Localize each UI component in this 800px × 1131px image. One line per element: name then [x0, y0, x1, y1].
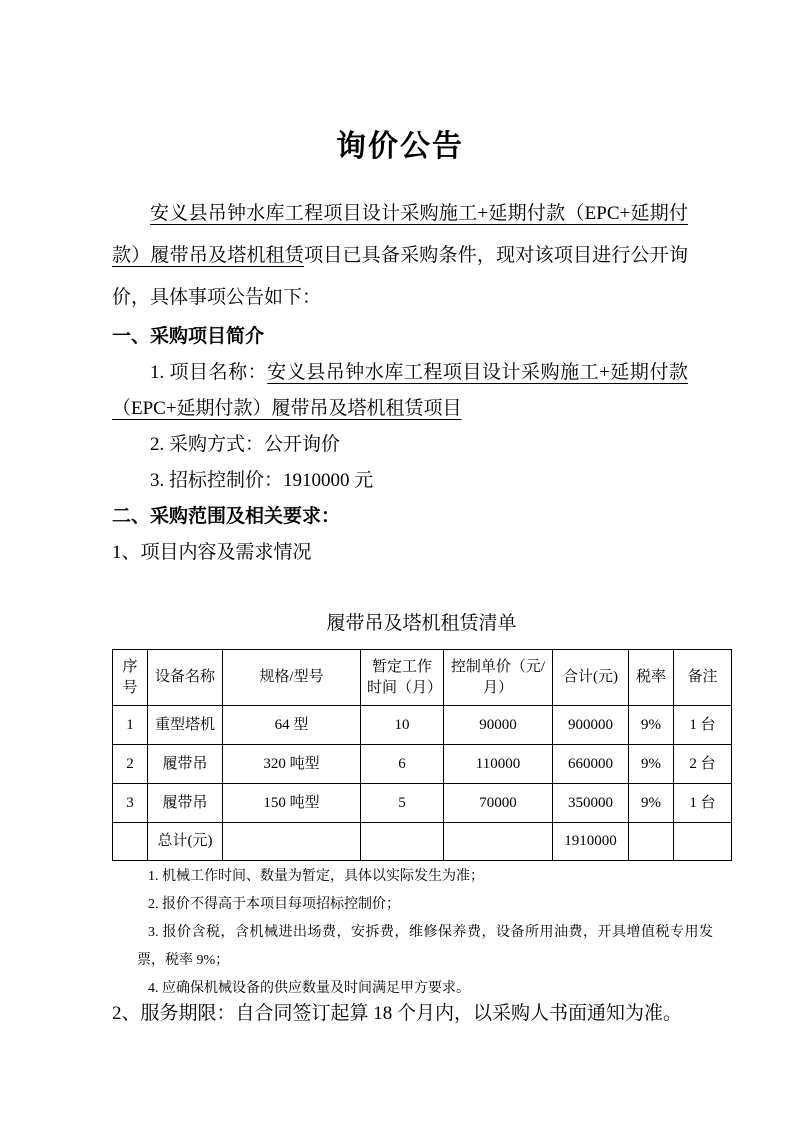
cell-grand-total: 1910000 [553, 823, 629, 861]
cell-spec-model [223, 823, 361, 861]
cell-total-label: 总计(元) [148, 823, 223, 861]
header-work-time: 暂定工作时间（月） [361, 650, 444, 706]
service-period-item: 2、服务期限：自合同签订起算 18 个月内，以采购人书面通知为准。 [112, 1003, 683, 1024]
cell-spec-model: 320 吨型 [223, 745, 361, 784]
cell-spec-model: 64 型 [223, 706, 361, 745]
cell-total: 900000 [553, 706, 629, 745]
header-control-unit-price: 控制单价（元/月） [444, 650, 553, 706]
cell-remark [674, 823, 732, 861]
header-serial-no: 序号 [113, 650, 148, 706]
header-tax-rate: 税率 [629, 650, 674, 706]
header-equipment-name: 设备名称 [148, 650, 223, 706]
table-title: 履带吊及塔机租赁清单 [326, 613, 517, 634]
table-row [113, 706, 732, 745]
table-header-row [113, 650, 732, 706]
cell-work-time: 10 [361, 706, 444, 745]
cell-remark: 2 台 [674, 745, 732, 784]
table-row [113, 745, 732, 784]
intro-rest: 项目已具备采购条件，现对该项目进行公开询价，具体事项公告如下： [112, 245, 688, 308]
cell-serial-no: 3 [113, 784, 148, 823]
project-name-value: 安义县吊钟水库工程项目设计采购施工+延期付款（EPC+延期付款）履带吊及塔机租赁项目 [112, 362, 688, 419]
doc-title: 询价公告 [336, 130, 464, 163]
header-spec-model: 规格/型号 [223, 650, 361, 706]
cell-spec-model: 150 吨型 [223, 784, 361, 823]
project-name-item [112, 355, 688, 427]
table-note: 1. 机械工作时间、数量为暂定，具体以实际发生为准； [148, 869, 484, 884]
header-total: 合计(元) [553, 650, 629, 706]
table-note: 4. 应确保机械设备的供应数量及时间满足甲方要求。 [148, 981, 470, 996]
cell-tax-rate: 9% [629, 745, 674, 784]
cell-tax-rate [629, 823, 674, 861]
intro-project-name: 安义县吊钟水库工程项目设计采购施工+延期付款（EPC+延期付款）履带吊及塔机租赁 [112, 203, 688, 266]
table-row [113, 784, 732, 823]
cell-equipment-name: 履带吊 [148, 784, 223, 823]
cell-remark: 1 台 [674, 706, 732, 745]
cell-work-time [361, 823, 444, 861]
procurement-method-item: 2. 采购方式：公开询价 [150, 434, 341, 455]
cell-equipment-name: 重型塔机 [148, 706, 223, 745]
cell-tax-rate: 9% [629, 784, 674, 823]
table-notes [137, 863, 713, 1003]
table-note: 3. 报价含税，含机械进出场费，安拆费，维修保养费，设备所用油费，开具增值税专用发票，税率 9%； [137, 925, 713, 968]
cell-control-unit-price [444, 823, 553, 861]
header-remark: 备注 [674, 650, 732, 706]
project-content-item: 1、项目内容及需求情况 [112, 542, 312, 563]
cell-work-time: 5 [361, 784, 444, 823]
cell-total: 350000 [553, 784, 629, 823]
cell-control-unit-price: 110000 [444, 745, 553, 784]
cell-equipment-name: 履带吊 [148, 745, 223, 784]
cell-serial-no: 2 [113, 745, 148, 784]
cell-total: 660000 [553, 745, 629, 784]
cell-tax-rate: 9% [629, 706, 674, 745]
cell-work-time: 6 [361, 745, 444, 784]
cell-control-unit-price: 90000 [444, 706, 553, 745]
cell-control-unit-price: 70000 [444, 784, 553, 823]
intro-paragraph [112, 193, 688, 319]
rental-table [112, 649, 732, 861]
control-price-item: 3. 招标控制价：1910000 元 [150, 470, 374, 491]
cell-serial-no: 1 [113, 706, 148, 745]
cell-serial-no [113, 823, 148, 861]
table-note: 2. 报价不得高于本项目每项招标控制价； [148, 897, 400, 912]
table-total-row [113, 823, 732, 861]
cell-remark: 1 台 [674, 784, 732, 823]
project-name-label: 1. 项目名称： [150, 362, 268, 383]
section1-heading: 一、采购项目简介 [112, 326, 265, 347]
section2-heading: 二、采购范围及相关要求： [112, 506, 341, 527]
